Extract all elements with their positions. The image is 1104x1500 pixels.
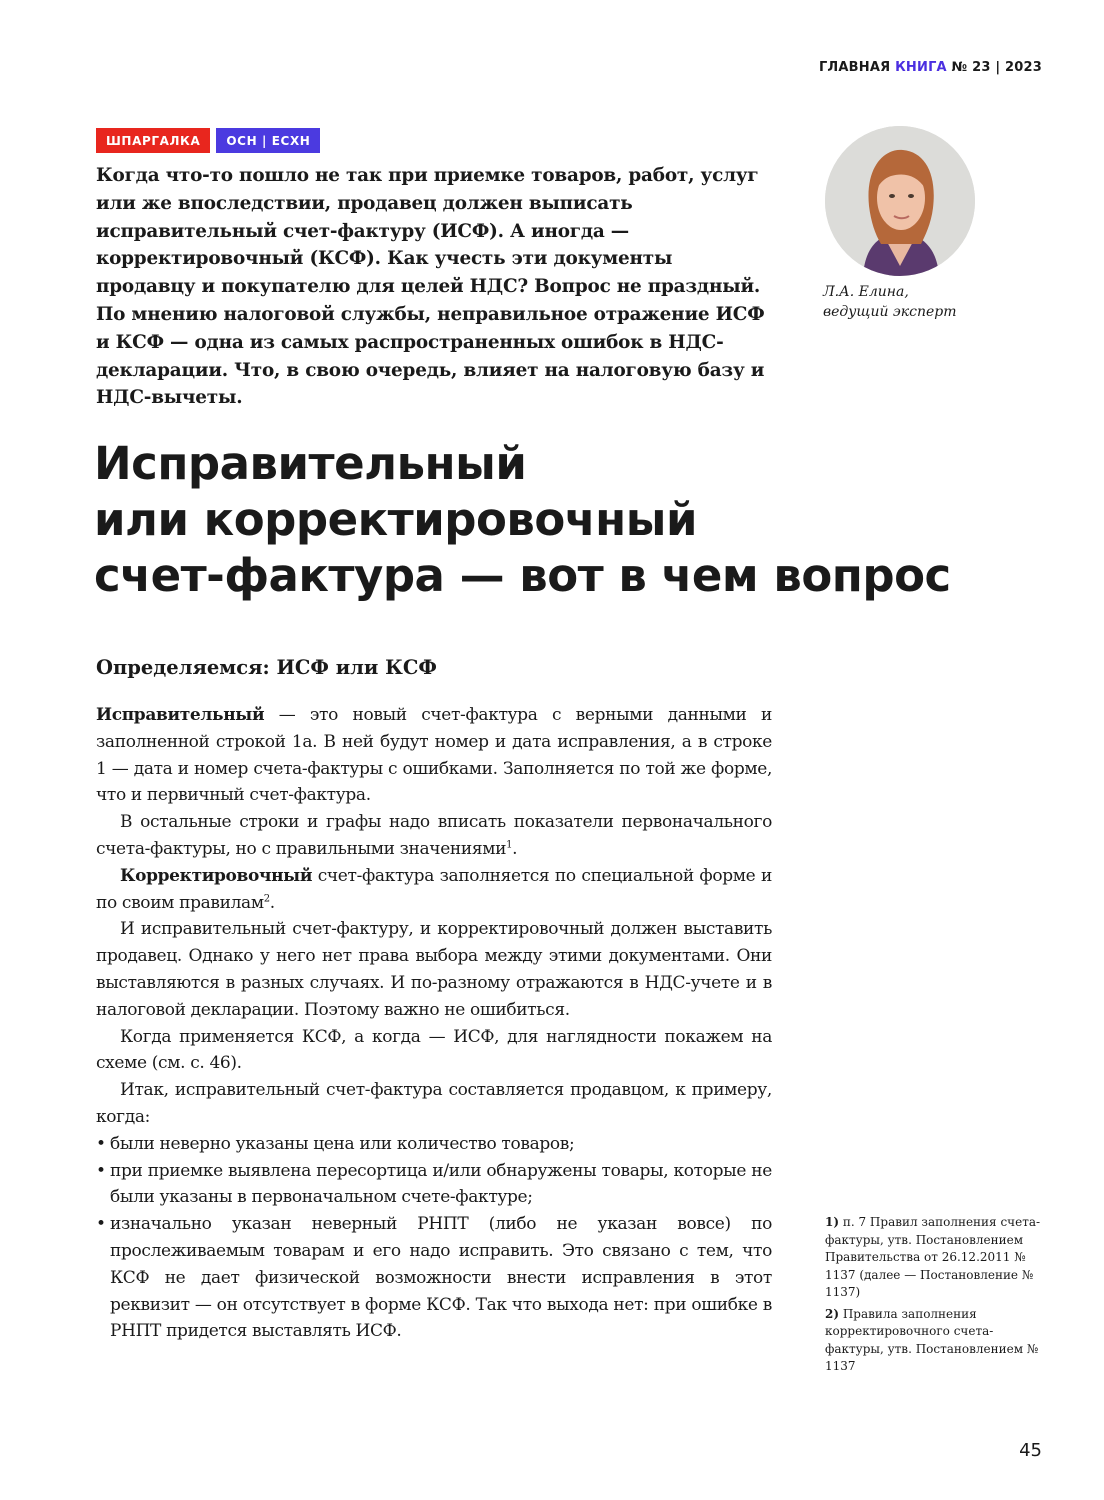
list-item: • были неверно указаны цена или количество товаров;: [96, 1131, 772, 1158]
author-role: ведущий эксперт: [823, 304, 957, 320]
rubric-tags: [96, 128, 320, 153]
footnote-2: 2) Правила заполнения корректировочного счета-фактуры, утв. Постановлением № 1137: [825, 1306, 1039, 1373]
body-paragraph-6: Итак, исправительный счет-фактура составляется продавцом, к примеру, когда:: [96, 1080, 772, 1127]
footnote-ref-2: 2: [263, 892, 270, 904]
tag-cheatsheet: ШПАРГАЛКА: [96, 128, 210, 153]
footnote-ref-1: 1: [506, 839, 513, 851]
author-portrait-image: [825, 126, 975, 276]
body-paragraph-2: В остальные строки и графы надо вписать показатели первоначального счета-фактуры, но с правильными значениями$^1$.: [96, 812, 772, 859]
body-paragraph-1: Исправительный — это новый счет-фактура с верными данными и заполненной строкой 1а. В ней будут номер и дата исправления, а в строке 1 — дата и номер счета-фактуры с ошибками. Заполняется по той же форме, что и первичный счет-фактура.: [96, 705, 772, 806]
list-item: • при приемке выявлена пересортица и/или обнаружены товары, которые не были указаны в первоначальном счете-фактуре;: [96, 1158, 772, 1212]
term-adjustment: Корректировочный: [120, 865, 313, 886]
title-line-3: счет-фактура — вот в чем вопрос: [94, 549, 951, 602]
title-line-2: или корректировочный: [94, 493, 697, 546]
bullet-list: [96, 1131, 772, 1345]
author-caption: [823, 282, 957, 322]
footnotes: [825, 1214, 1043, 1380]
body-paragraph-5: Когда применяется КСФ, а когда — ИСФ, для наглядности покажем на схеме (см. с. 46).: [96, 1026, 772, 1074]
term-corrected: Исправительный: [96, 705, 265, 725]
tag-tax-regime: ОСН | ЕСХН: [216, 128, 320, 153]
lead-paragraph: Когда что-то пошло не так при приемке товаров, работ, услуг или же впоследствии, продавец должен выписать исправительный счет-фактуру (ИСФ). А иногда — корректировочный (КСФ). Как учесть эти документы продавцу и покупателю для целей НДС? Вопрос не праздный. По мнению налоговой службы, неправильное отражение ИСФ и КСФ — одна из самых распространенных ошибок в НДС-декларации. Что, в свою очередь, влияет на налоговую базу и НДС-вычеты.: [96, 165, 765, 409]
body-paragraph-4: И исправительный счет-фактуру, и корректировочный должен выставить продавец. Однако у него нет права выбора между этими документами. Они выставляются в разных случаях. И по-разному отражаются в НДС-учете и в налоговой декларации. Поэтому важно не ошибиться.: [96, 919, 772, 1020]
title-line-1: Исправительный: [94, 437, 527, 490]
section-subheading: Определяемся: ИСФ или КСФ: [96, 656, 437, 679]
article-body: [96, 702, 772, 1345]
page-number: 45: [1019, 1440, 1042, 1461]
body-paragraph-3: Корректировочный счет-фактура заполняется по специальной форме и по своим правилам$^2$.: [96, 865, 772, 913]
magazine-name-part2: КНИГА: [895, 60, 947, 75]
author-name: Л.А. Елина,: [823, 284, 909, 300]
author-photo: [825, 126, 975, 276]
running-header: [819, 60, 1042, 75]
issue-number: № 23 | 2023: [951, 60, 1042, 75]
magazine-name-part1: ГЛАВНАЯ: [818, 60, 891, 75]
article-title: [94, 436, 1054, 604]
list-item: • изначально указан неверный РНПТ (либо не указан вовсе) по прослеживаемым товарам и его надо исправить. Это связано с тем, что КСФ не дает физической возможности внести исправления в этот реквизит — он отсутствует в форме КСФ. Так что выхода нет: при ошибке в РНПТ придется выставлять ИСФ.: [96, 1211, 772, 1345]
footnote-1: 1) п. 7 Правил заполнения счета-фактуры, утв. Постановлением Правительства от 26.12.2011 № 1137 (далее — Постановление № 1137): [825, 1215, 1041, 1299]
